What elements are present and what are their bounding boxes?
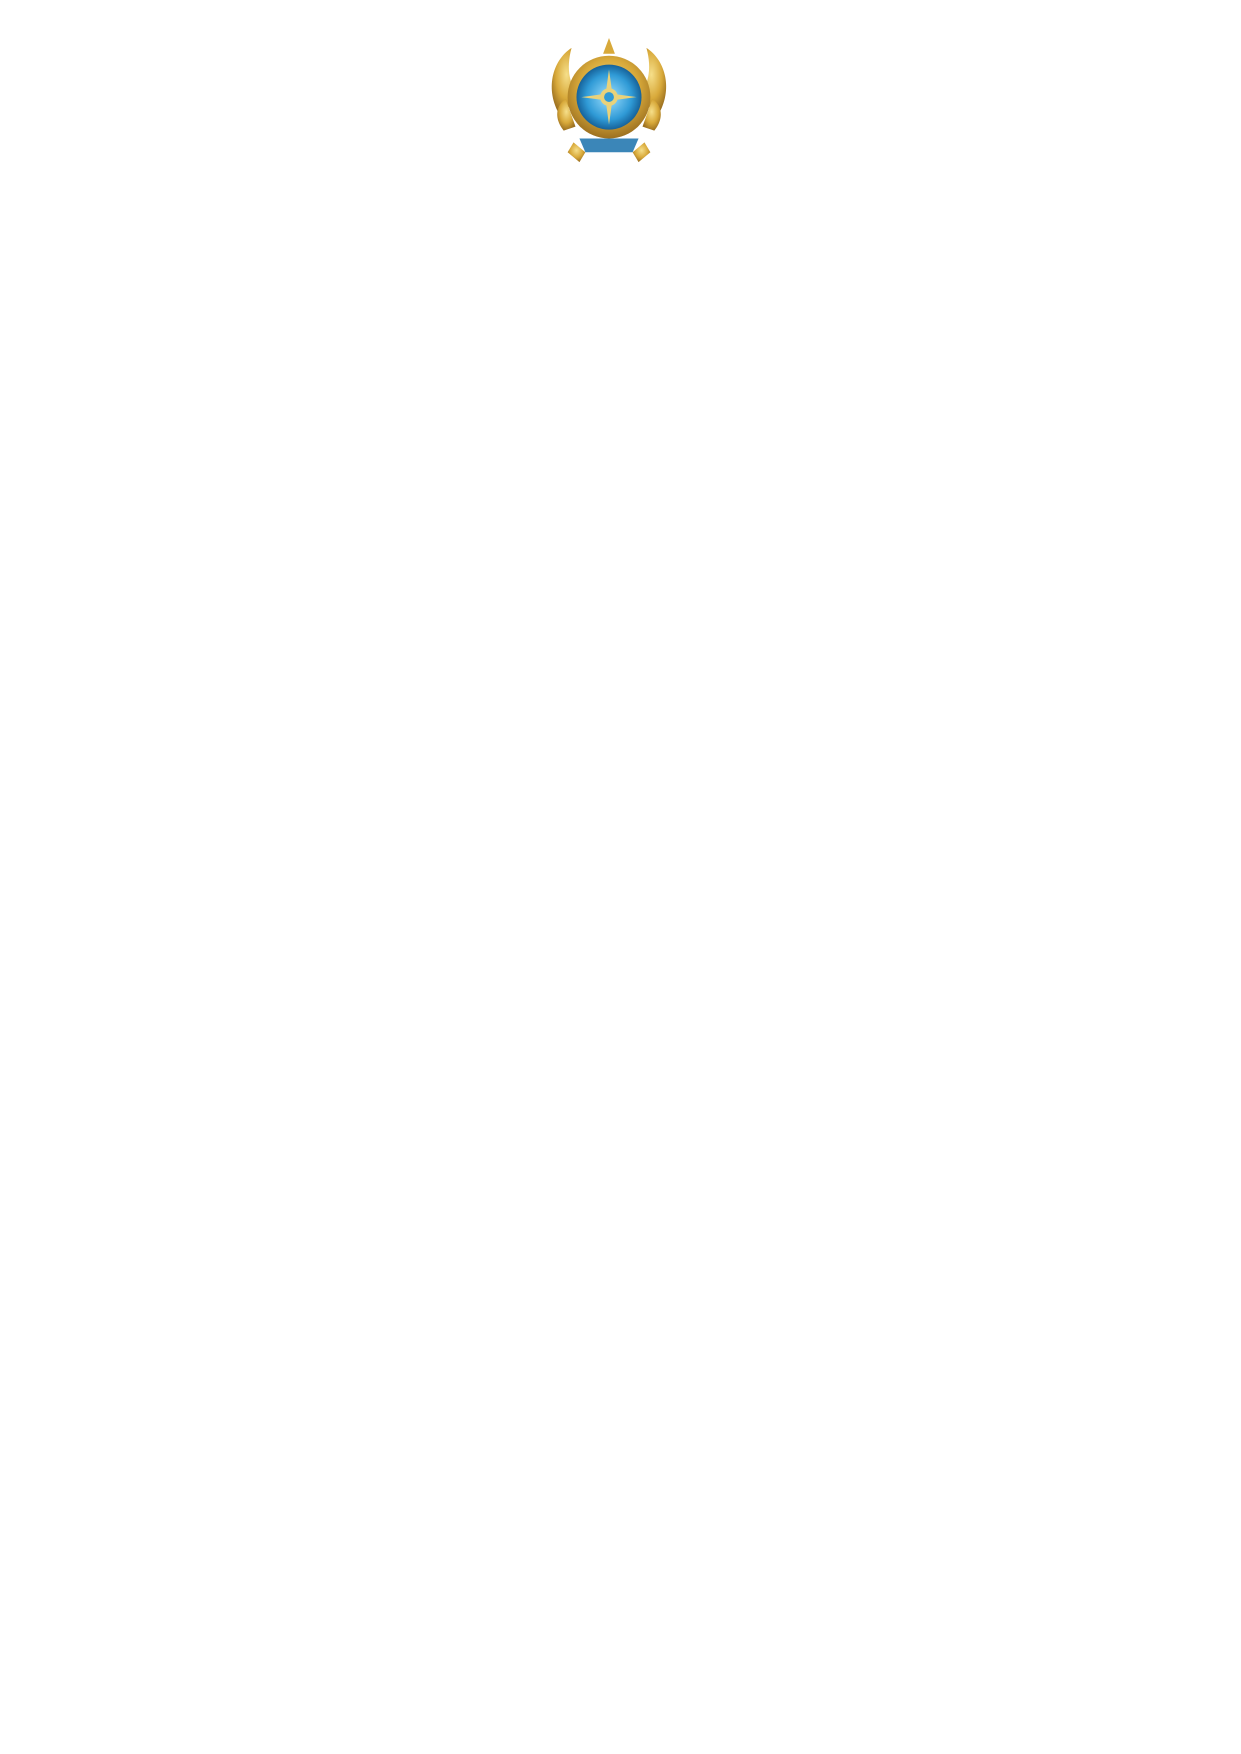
qr-code-icon <box>40 1464 262 1686</box>
qr-code-icon <box>754 1464 976 1686</box>
state-emblem-icon <box>540 36 678 168</box>
qr-code-icon <box>1146 68 1226 148</box>
signature-qr-strip <box>40 1464 1200 1686</box>
qr-code-icon <box>992 1464 1214 1686</box>
qr-code-icon <box>516 1464 738 1686</box>
qr-code-icon <box>278 1464 500 1686</box>
